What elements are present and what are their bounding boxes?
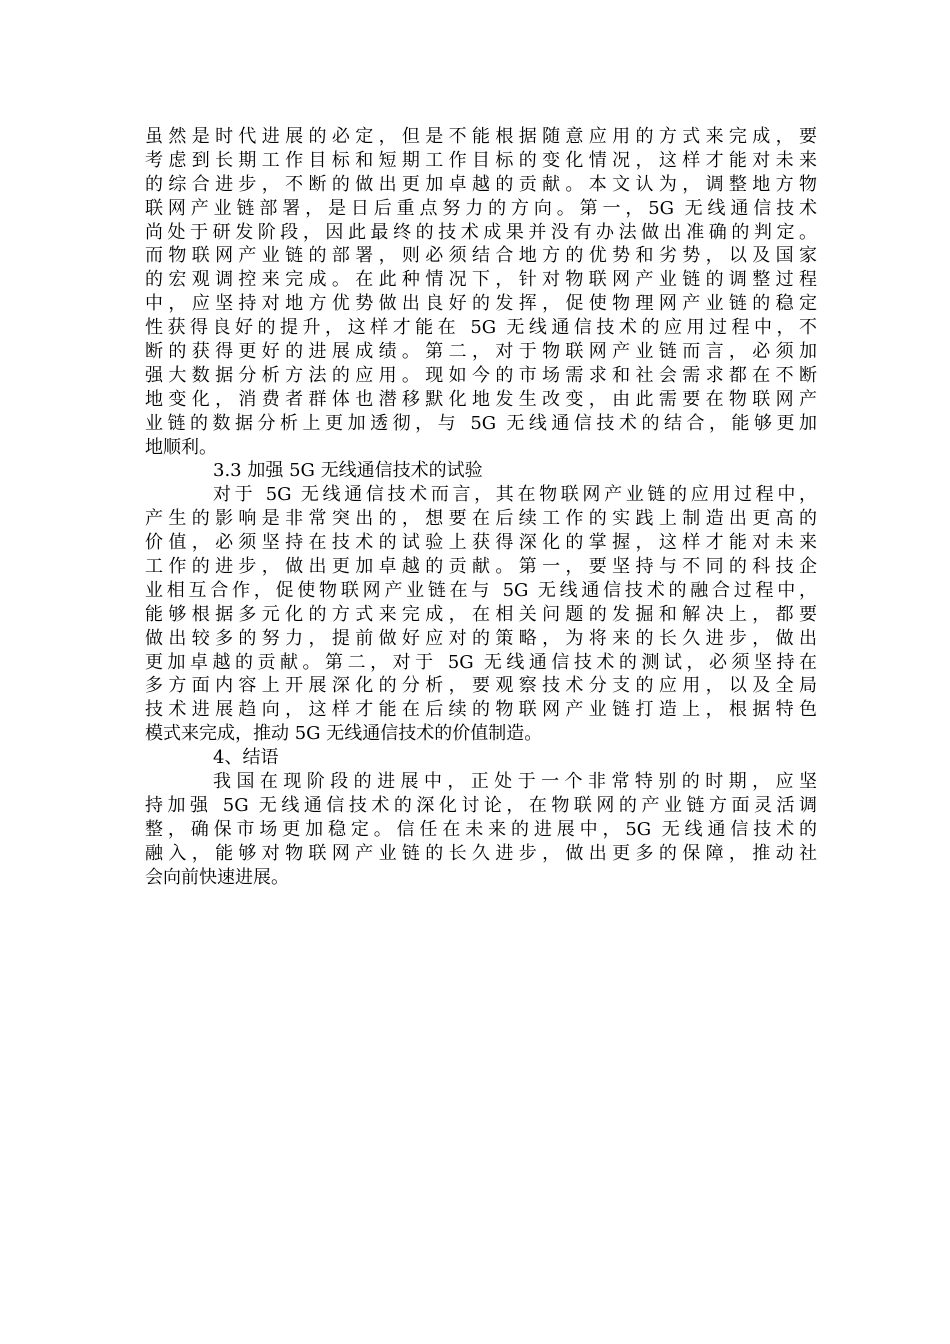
- paragraph-line: 会向前快速进展。: [145, 866, 289, 888]
- paragraph-line: 业链的数据分析上更加透彻，与 5G 无线通信技术的结合，能够更加: [145, 412, 817, 434]
- paragraph-line: 对于 5G 无线通信技术而言，其在物联网产业链的应用过程中，: [213, 484, 817, 506]
- paragraph-line: 融入，能够对物联网产业链的长久进步，做出更多的保障，推动社: [145, 842, 817, 864]
- paragraph-line: 技术进展趋向，这样才能在后续的物联网产业链打造上，根据特色: [145, 699, 817, 721]
- paragraph-line: 联网产业链部署，是日后重点努力的方向。第一，5G 无线通信技术: [145, 197, 817, 219]
- paragraph-line: 多方面内容上开展深化的分析，要观察技术分支的应用，以及全局: [145, 675, 817, 697]
- paragraph-line: 虽然是时代进展的必定，但是不能根据随意应用的方式来完成，要: [145, 126, 817, 147]
- paragraph-line: 做出较多的努力，提前做好应对的策略，为将来的长久进步，做出: [145, 627, 817, 649]
- paragraph-line: 更加卓越的贡献。第二，对于 5G 无线通信技术的测试，必须坚持在: [145, 651, 817, 673]
- paragraph-line: 尚处于研发阶段，因此最终的技术成果并没有办法做出准确的判定。: [145, 221, 817, 243]
- section-heading: 3.3 加强 5G 无线通信技术的试验: [213, 460, 483, 482]
- paragraph-line: 持加强 5G 无线通信技术的深化讨论，在物联网的产业链方面灵活调: [145, 794, 817, 816]
- paragraph-line: 业相互合作，促使物联网产业链在与 5G 无线通信技术的融合过程中，: [145, 579, 817, 601]
- paragraph-line: 模式来完成，推动 5G 无线通信技术的价值制造。: [145, 723, 543, 745]
- paragraph-line: 考虑到长期工作目标和短期工作目标的变化情况，这样才能对未来: [145, 149, 817, 171]
- paragraph-line: 我国在现阶段的进展中，正处于一个非常特别的时期，应坚: [213, 771, 817, 793]
- paragraph-line: 而物联网产业链的部署，则必须结合地方的优势和劣势，以及国家: [145, 245, 817, 267]
- paragraph-line: 的宏观调控来完成。在此种情况下，针对物联网产业链的调整过程: [145, 269, 817, 291]
- paragraph-line: 强大数据分析方法的应用。现如今的市场需求和社会需求都在不断: [145, 364, 817, 386]
- paragraph-line: 性获得良好的提升，这样才能在 5G 无线通信技术的应用过程中，不: [145, 317, 817, 339]
- paragraph-line: 地顺利。: [145, 436, 217, 458]
- section-heading: 4、结语: [213, 747, 279, 769]
- paragraph-line: 断的获得更好的进展成绩。第二，对于物联网产业链而言，必须加: [145, 341, 817, 363]
- paragraph-line: 工作的进步，做出更加卓越的贡献。第一，要坚持与不同的科技企: [145, 556, 817, 578]
- paragraph-line: 能够根据多元化的方式来完成，在相关问题的发掘和解决上，都要: [145, 603, 817, 625]
- paragraph-line: 中，应坚持对地方优势做出良好的发挥，促使物理网产业链的稳定: [145, 293, 817, 315]
- paragraph-line: 价值，必须坚持在技术的试验上获得深化的掌握，这样才能对未来: [145, 532, 817, 554]
- paragraph-line: 产生的影响是非常突出的，想要在后续工作的实践上制造出更高的: [145, 508, 817, 530]
- paragraph-line: 的综合进步，不断的做出更加卓越的贡献。本文认为，调整地方物: [145, 173, 817, 195]
- document-body: [145, 125, 817, 890]
- paragraph-line: 地变化，消费者群体也潜移默化地发生改变，由此需要在物联网产: [145, 388, 817, 410]
- paragraph-line: 整，确保市场更加稳定。信任在未来的进展中，5G 无线通信技术的: [145, 818, 817, 840]
